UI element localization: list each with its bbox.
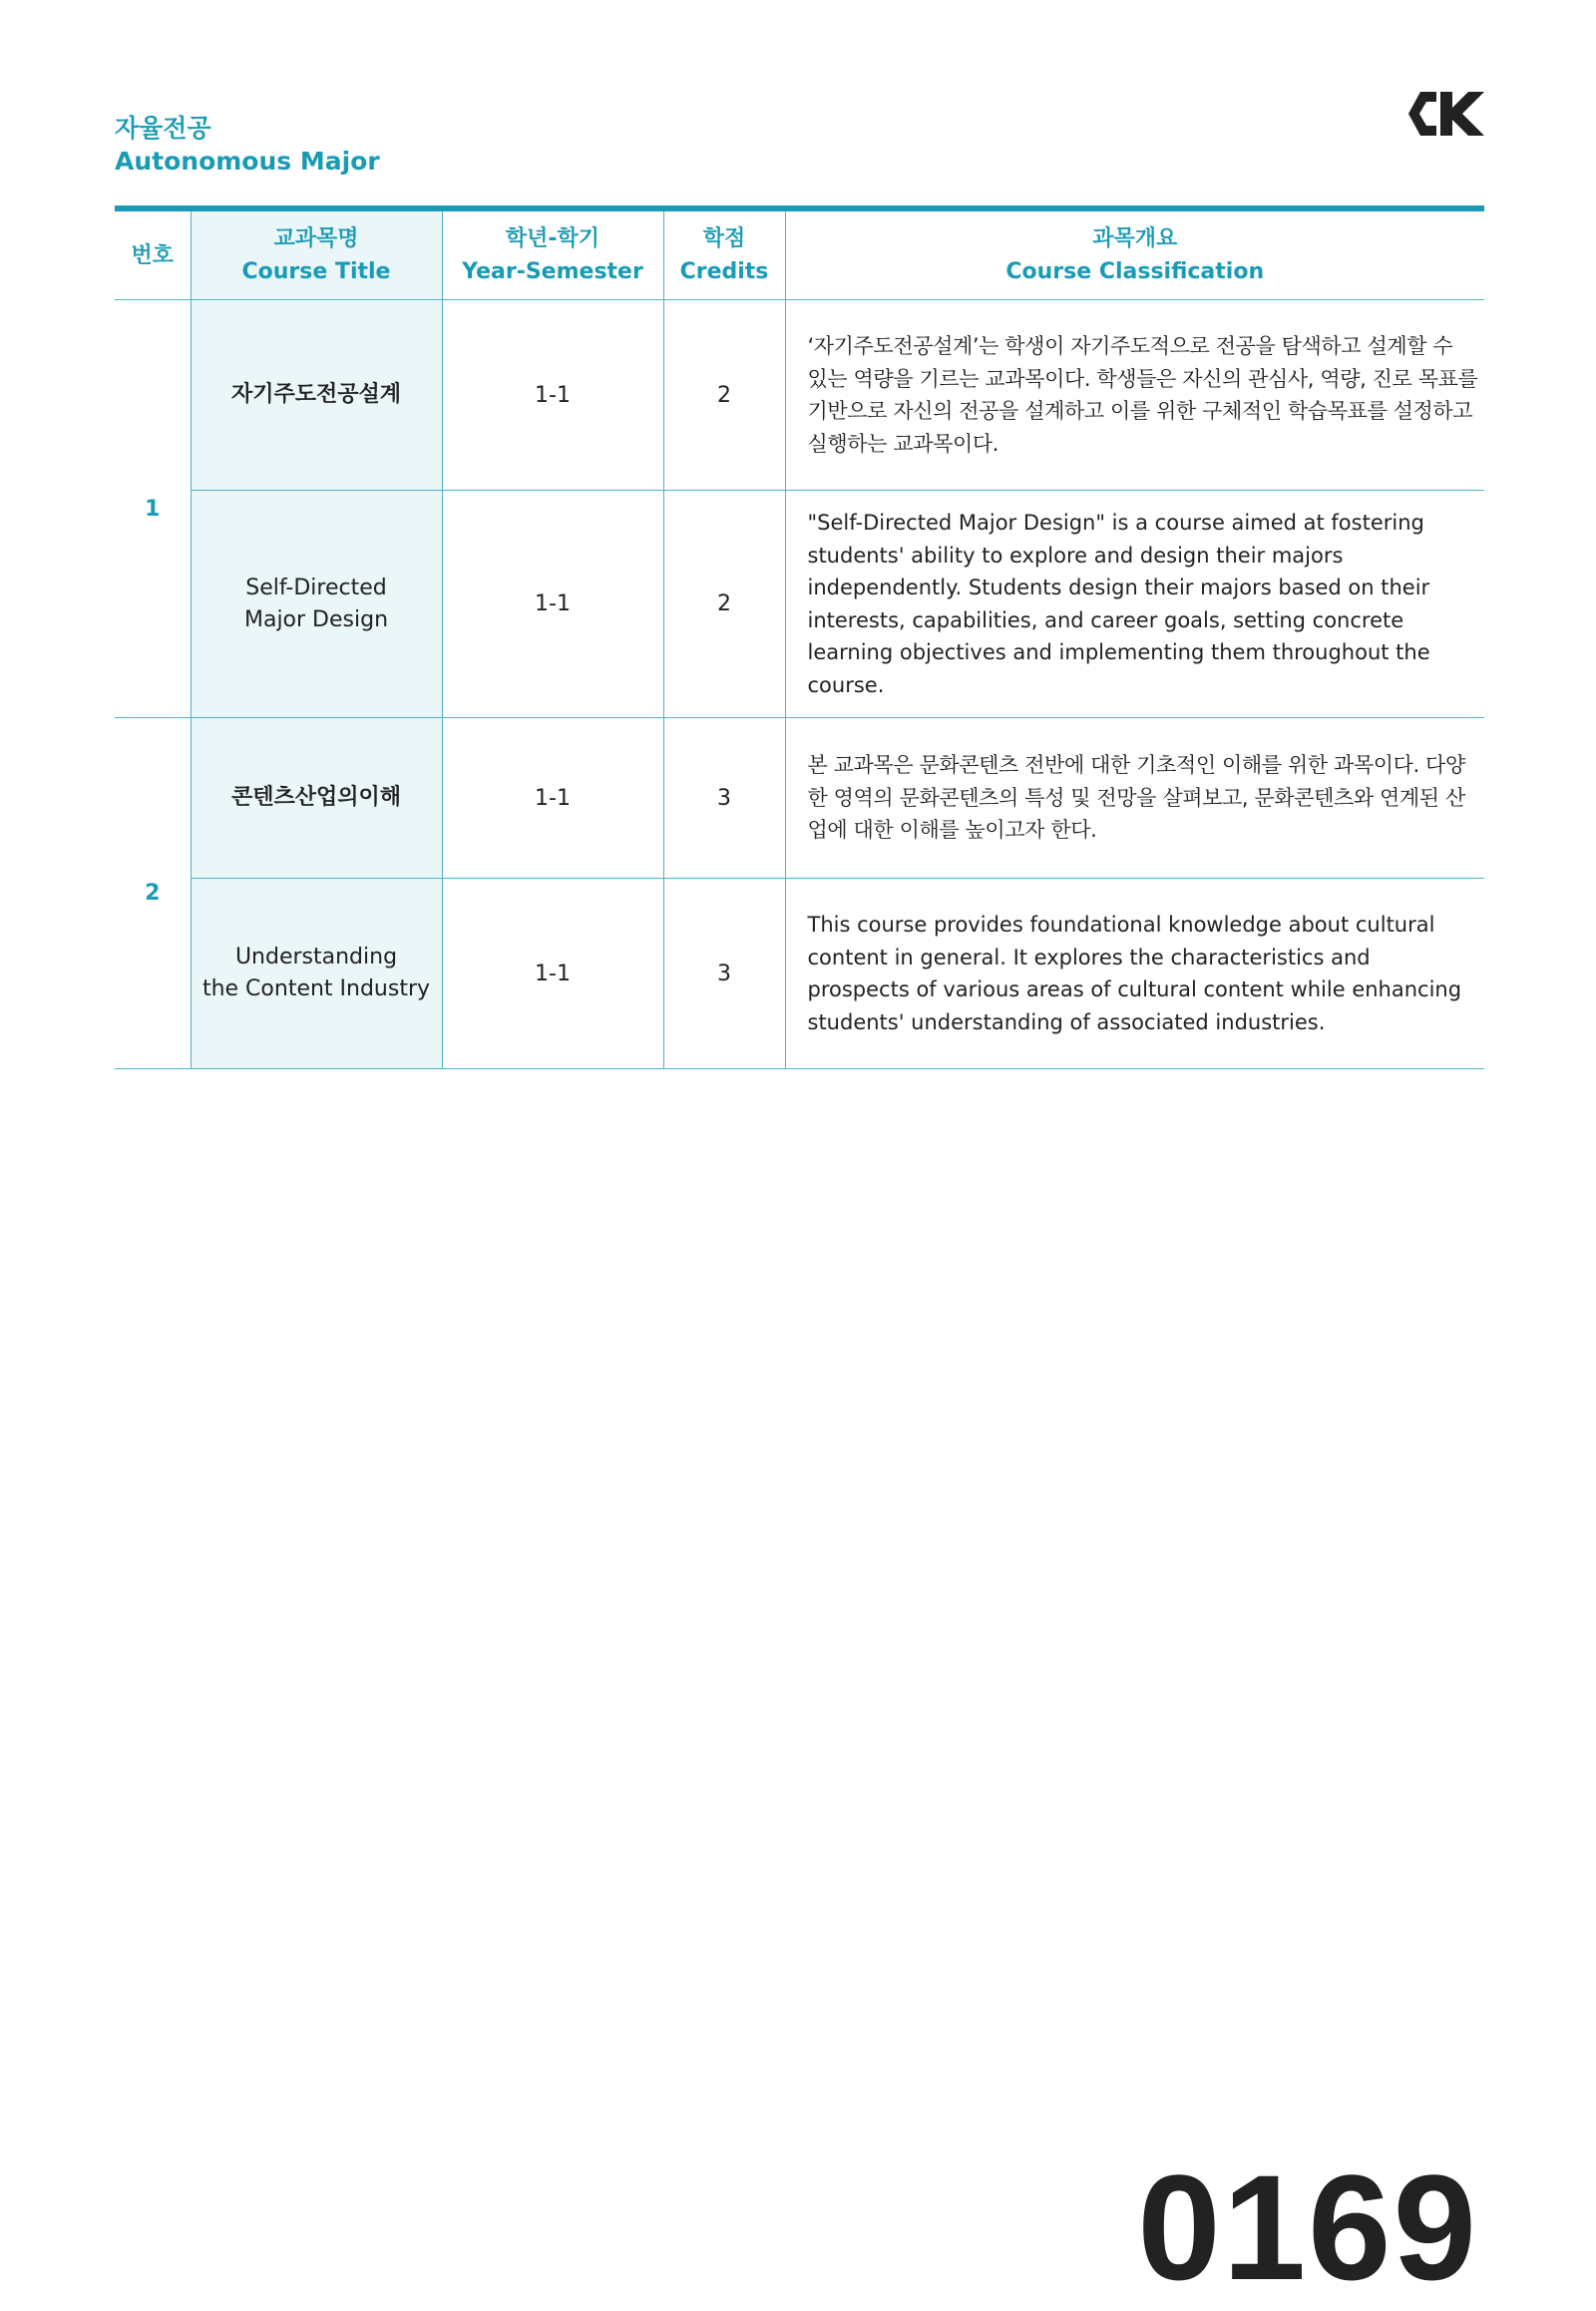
course-title: 콘텐츠산업의이해 [191,718,442,879]
credits: 2 [663,300,785,491]
course-description: ‘자기주도전공설계’는 학생이 자기주도적으로 전공을 탐색하고 설계할 수 있는 역량을 기르는 교과목이다. 학생들은 자신의 관심사, 역량, 진로 목표를 기반으로 자신의 전공을 설계하고 이를 위한 구체적인 학습목표를 설정하고 실행하는 교과목이다. [785,300,1484,491]
column-header-course-title: 교과목명 Course Title [191,208,442,300]
course-description: "Self-Directed Major Design" is a course aimed at fostering students' ability to explore and design their majors independently. Students design their majors based on their interests, capabilities, and career goals, setting concrete learning objectives and implementing them throughout the course. [785,491,1484,718]
section-title [115,112,380,178]
year-semester: 1-1 [442,491,663,718]
table-row [115,718,1484,879]
course-title: Self-Directed Major Design [191,491,442,718]
credits: 2 [663,491,785,718]
year-semester: 1-1 [442,718,663,879]
credits: 3 [663,718,785,879]
section-title-en: Autonomous Major [115,147,380,176]
credits: 3 [663,879,785,1069]
column-header-number: 번호 [115,208,191,300]
table-row [115,491,1484,718]
course-table [115,205,1484,1069]
column-header-year-semester: 학년-학기 Year-Semester [442,208,663,300]
course-number: 1 [115,300,191,718]
ck-logo-icon [1406,88,1486,140]
year-semester: 1-1 [442,879,663,1069]
section-title-ko: 자율전공 [115,114,211,143]
table-row [115,879,1484,1069]
course-title: Understanding the Content Industry [191,879,442,1069]
table-row [115,300,1484,491]
year-semester: 1-1 [442,300,663,491]
course-description: 본 교과목은 문화콘텐츠 전반에 대한 기초적인 이해를 위한 과목이다. 다양한 영역의 문화콘텐츠의 특성 및 전망을 살펴보고, 문화콘텐츠와 연계된 산업에 대한 이해를 높이고자 한다. [785,718,1484,879]
course-title: 자기주도전공설계 [191,300,442,491]
page-number: 0169 [1137,2143,1478,2311]
column-header-description: 과목개요 Course Classification [785,208,1484,300]
course-description: This course provides foundational knowledge about cultural content in general. It explores the characteristics and prospects of various areas of cultural content while enhancing students' understanding of associated industries. [785,879,1484,1069]
table-header-row [115,208,1484,300]
course-number: 2 [115,718,191,1069]
column-header-credits: 학점 Credits [663,208,785,300]
